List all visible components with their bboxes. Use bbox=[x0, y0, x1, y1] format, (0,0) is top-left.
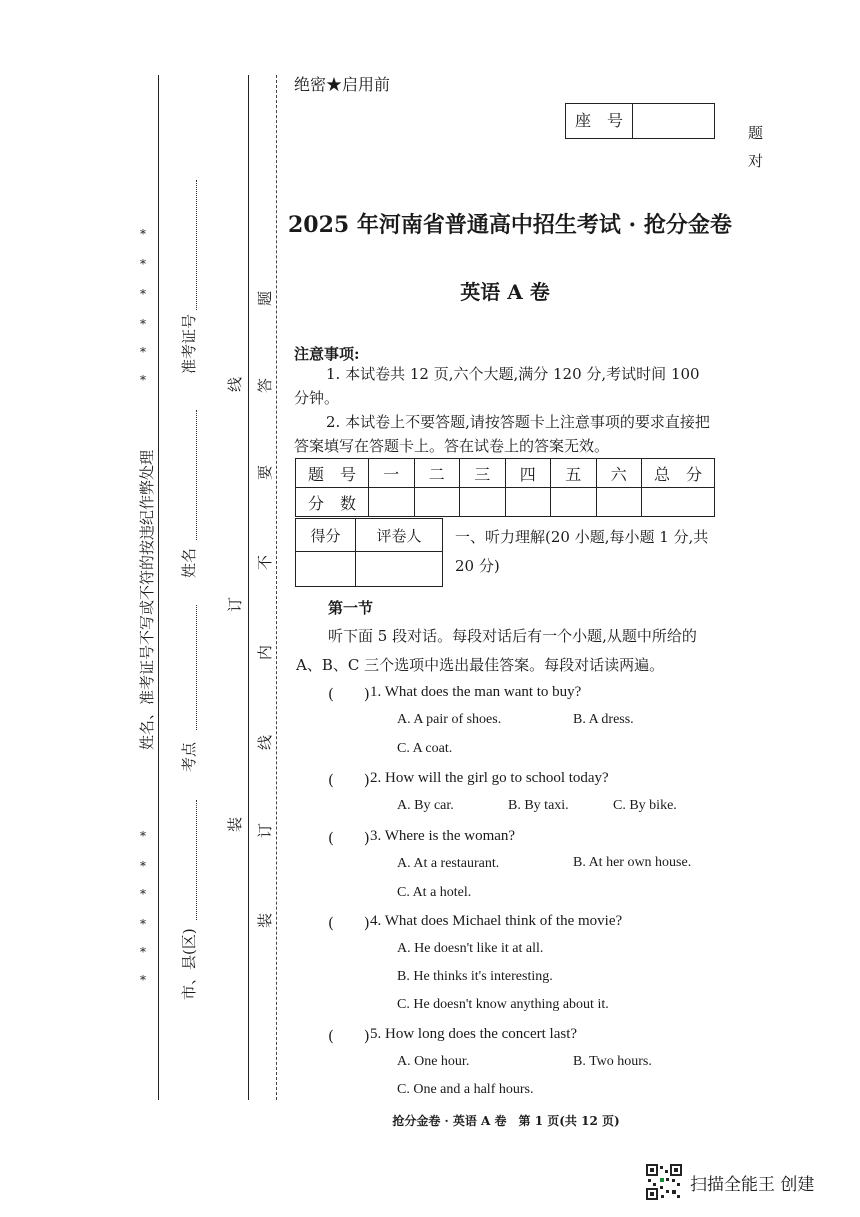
binding1-xian: 线 bbox=[226, 376, 244, 392]
q3-option-b: B. At her own house. bbox=[573, 855, 692, 870]
q3-answer-blank[interactable]: ( ) bbox=[328, 829, 370, 847]
score-table-header-row bbox=[296, 459, 715, 488]
section-instructions: 听下面 5 段对话。每段对话后有一个小题,从题中所给的 A、B、C 三个选项中选出最佳答案。每段对话读两遍。 bbox=[296, 627, 697, 674]
binding2-bu: 不 bbox=[256, 554, 274, 570]
score-table-header: 一 bbox=[369, 459, 415, 488]
q4-stem: 4. What does Michael think of the movie? bbox=[370, 913, 623, 929]
field-name-line[interactable] bbox=[196, 410, 197, 540]
grader-box bbox=[295, 518, 443, 587]
grader-score-input[interactable] bbox=[296, 552, 356, 587]
secret-label: 绝密★启用前 bbox=[294, 75, 391, 94]
binding2-xian: 线 bbox=[256, 734, 274, 750]
side-note-2: 对 bbox=[748, 152, 764, 170]
q4-option-a: A. He doesn't like it at all. bbox=[397, 941, 544, 956]
score-table-header: 三 bbox=[460, 459, 506, 488]
field-venue-line[interactable] bbox=[196, 605, 197, 730]
field-exam-number: 准考证号 bbox=[180, 313, 198, 374]
q4-option-c: C. He doesn't know anything about it. bbox=[397, 997, 609, 1012]
exam-subtitle: 英语 A 卷 bbox=[460, 280, 550, 304]
binding2-ding: 订 bbox=[256, 822, 274, 838]
score-table bbox=[295, 458, 715, 517]
q2-stem: 2. How will the girl go to school today? bbox=[370, 770, 609, 786]
field-venue: 考点 bbox=[180, 741, 198, 772]
q4-option-b: B. He thinks it's interesting. bbox=[397, 969, 553, 984]
notice-item-2: 2. 本试卷上不要答题,请按答题卡上注意事项的要求直接把答案填写在答题卡上。答在试卷上的答案无效。 bbox=[294, 413, 710, 455]
score-table-header: 六 bbox=[596, 459, 642, 488]
exam-title: 2025 年河南省普通高中招生考试 · 抢分金卷 bbox=[288, 212, 732, 238]
binding1-ding: 订 bbox=[226, 596, 244, 612]
score-cell[interactable] bbox=[505, 488, 551, 517]
score-table-header: 四 bbox=[505, 459, 551, 488]
q2-answer-blank[interactable]: ( ) bbox=[328, 771, 370, 789]
field-name: 姓名 bbox=[180, 547, 198, 578]
score-table-header: 题 号 bbox=[296, 459, 369, 488]
binding1-zhuang: 装 bbox=[226, 816, 244, 832]
q3-option-a: A. At a restaurant. bbox=[397, 856, 500, 871]
margin-line-3 bbox=[276, 75, 278, 1100]
q5-option-c: C. One and a half hours. bbox=[397, 1082, 534, 1097]
margin-line-2 bbox=[248, 75, 249, 1100]
q1-answer-blank[interactable]: ( ) bbox=[328, 685, 370, 703]
watermark-text: 扫描全能王 创建 bbox=[690, 1175, 815, 1195]
grader-name-label: 评卷人 bbox=[355, 519, 442, 552]
q1-option-a: A. A pair of shoes. bbox=[397, 712, 502, 727]
score-cell[interactable] bbox=[414, 488, 460, 517]
notice-item-1: 1. 本试卷共 12 页,六个大题,满分 120 分,考试时间 100 分钟。 bbox=[294, 365, 700, 407]
field-city-line[interactable] bbox=[196, 800, 197, 920]
seat-number-input[interactable] bbox=[633, 104, 714, 138]
q1-option-b: B. A dress. bbox=[573, 712, 634, 727]
grader-name-input[interactable] bbox=[355, 552, 442, 587]
score-cell[interactable] bbox=[460, 488, 506, 517]
q2-option-a: A. By car. bbox=[397, 798, 454, 813]
binding2-yao: 要 bbox=[256, 464, 274, 480]
binding2-ti: 题 bbox=[256, 290, 274, 306]
grader-score-label: 得分 bbox=[296, 519, 356, 552]
seat-number-label: 座 号 bbox=[566, 104, 633, 138]
score-cell[interactable] bbox=[551, 488, 597, 517]
q5-stem: 5. How long does the concert last? bbox=[370, 1026, 578, 1042]
q1-stem: 1. What does the man want to buy? bbox=[370, 684, 582, 700]
score-cell[interactable] bbox=[596, 488, 642, 517]
q5-option-b: B. Two hours. bbox=[573, 1054, 652, 1069]
q5-answer-blank[interactable]: ( ) bbox=[328, 1027, 370, 1045]
page-footer: 抢分金卷 · 英语 A 卷 第 1 页(共 12 页) bbox=[392, 1114, 620, 1128]
q4-answer-blank[interactable]: ( ) bbox=[328, 914, 370, 932]
q3-stem: 3. Where is the woman? bbox=[370, 828, 516, 844]
score-table-header: 二 bbox=[414, 459, 460, 488]
binding2-zhuang: 装 bbox=[256, 912, 274, 928]
binding2-da: 答 bbox=[256, 377, 274, 393]
side-note-1: 题 bbox=[748, 124, 764, 142]
score-table-header: 五 bbox=[551, 459, 597, 488]
q5-option-a: A. One hour. bbox=[397, 1054, 470, 1069]
section-title: 一、听力理解(20 小题,每小题 1 分,共 20 分) bbox=[455, 528, 709, 575]
seat-number-box bbox=[565, 103, 715, 139]
score-cell[interactable] bbox=[642, 488, 715, 517]
field-exam-number-line[interactable] bbox=[196, 180, 197, 310]
score-table-header: 总 分 bbox=[642, 459, 715, 488]
field-city: 市、县(区) bbox=[180, 928, 198, 1000]
binding2-nei: 内 bbox=[256, 644, 274, 660]
part-title: 第一节 bbox=[328, 599, 374, 617]
margin-line-1 bbox=[158, 75, 159, 1100]
q2-option-b: B. By taxi. bbox=[508, 798, 569, 813]
qr-code-icon bbox=[646, 1164, 682, 1200]
margin-warning: 姓名、准考证号不写或不符的按违纪作弊处理 bbox=[138, 449, 156, 750]
score-cell[interactable] bbox=[369, 488, 415, 517]
q1-option-c: C. A coat. bbox=[397, 741, 453, 756]
q2-option-c: C. By bike. bbox=[613, 798, 677, 813]
notice-heading: 注意事项: bbox=[294, 345, 360, 363]
score-table-score-row bbox=[296, 488, 715, 517]
q3-option-c: C. At a hotel. bbox=[397, 885, 472, 900]
score-table-row-label: 分 数 bbox=[296, 488, 369, 517]
